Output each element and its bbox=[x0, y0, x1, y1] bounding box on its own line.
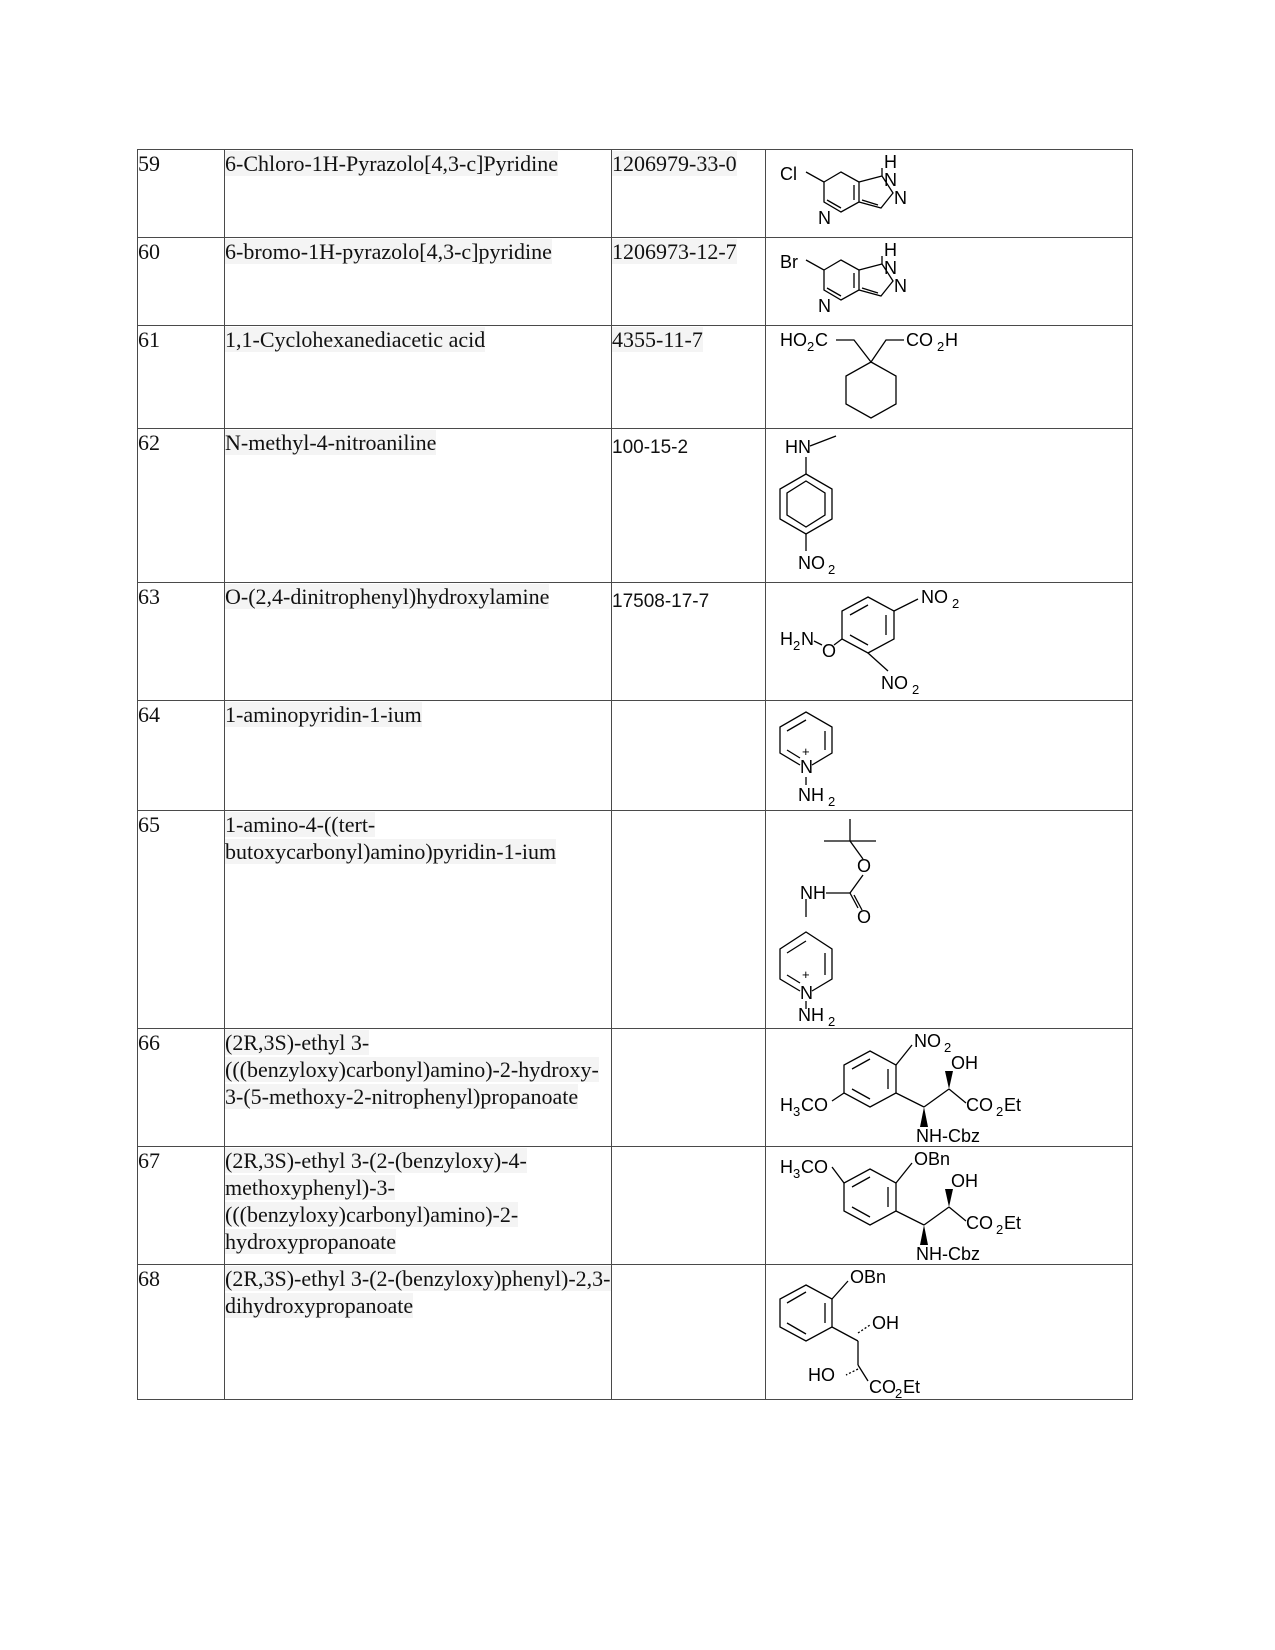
svg-text:CO: CO bbox=[869, 1377, 896, 1397]
structure-cell bbox=[766, 326, 1133, 429]
svg-text:3: 3 bbox=[793, 1166, 801, 1181]
svg-text:2: 2 bbox=[828, 562, 836, 577]
table-row bbox=[138, 701, 1133, 811]
svg-text:Et: Et bbox=[903, 1377, 921, 1397]
svg-text:2: 2 bbox=[944, 1040, 952, 1055]
svg-text:2: 2 bbox=[828, 794, 836, 809]
svg-text:O: O bbox=[857, 856, 872, 876]
compound-name: 6-Chloro-1H-Pyrazolo[4,3-c]Pyridine bbox=[225, 150, 612, 238]
svg-text:H: H bbox=[884, 240, 897, 260]
svg-text:CO: CO bbox=[801, 1157, 828, 1177]
row-number: 62 bbox=[138, 429, 225, 583]
svg-text:CO: CO bbox=[906, 330, 933, 350]
structure-62 bbox=[766, 429, 1133, 583]
svg-text:2: 2 bbox=[828, 1014, 836, 1029]
row-number: 59 bbox=[138, 150, 225, 238]
structure-cell bbox=[766, 150, 1133, 238]
cas-number: 1206973-12-7 bbox=[612, 238, 766, 326]
structure-66 bbox=[766, 1029, 1133, 1147]
row-number: 67 bbox=[138, 1147, 225, 1265]
structure-cell bbox=[766, 238, 1133, 326]
structure-67 bbox=[766, 1147, 1133, 1265]
compound-name: 1-aminopyridin-1-ium bbox=[225, 701, 612, 811]
svg-text:N: N bbox=[818, 208, 831, 228]
svg-text:NH: NH bbox=[800, 883, 826, 903]
svg-text:NH-Cbz: NH-Cbz bbox=[916, 1244, 981, 1264]
svg-text:CO: CO bbox=[801, 1095, 828, 1115]
compound-name: (2R,3S)-ethyl 3-(2-(benzyloxy)phenyl)-2,3-dihydroxypropanoate bbox=[225, 1265, 612, 1400]
row-number: 60 bbox=[138, 238, 225, 326]
cas-number bbox=[612, 1147, 766, 1265]
structure-cell bbox=[766, 701, 1133, 811]
table-row bbox=[138, 1147, 1133, 1265]
structure-61 bbox=[766, 326, 1133, 429]
svg-text:N: N bbox=[894, 276, 907, 296]
cas-number: 1206979-33-0 bbox=[612, 150, 766, 238]
svg-text:HN: HN bbox=[785, 437, 811, 457]
svg-text:NH-Cbz: NH-Cbz bbox=[916, 1126, 981, 1146]
structure-cell bbox=[766, 1265, 1133, 1400]
svg-text:2: 2 bbox=[793, 638, 801, 653]
svg-text:2: 2 bbox=[895, 1386, 903, 1401]
svg-text:NH: NH bbox=[798, 785, 824, 805]
svg-text:OBn: OBn bbox=[850, 1267, 887, 1287]
structure-cell bbox=[766, 429, 1133, 583]
svg-text:HO: HO bbox=[808, 1365, 835, 1385]
svg-text:Br: Br bbox=[780, 252, 798, 272]
compound-name: 6-bromo-1H-pyrazolo[4,3-c]pyridine bbox=[225, 238, 612, 326]
structure-cell bbox=[766, 583, 1133, 701]
svg-text:Cl: Cl bbox=[780, 164, 797, 184]
row-number: 64 bbox=[138, 701, 225, 811]
svg-text:+: + bbox=[802, 967, 810, 982]
table-row bbox=[138, 238, 1133, 326]
row-number: 68 bbox=[138, 1265, 225, 1400]
svg-text:N: N bbox=[884, 258, 897, 278]
row-number: 63 bbox=[138, 583, 225, 701]
svg-text:N: N bbox=[800, 757, 813, 777]
svg-text:2: 2 bbox=[996, 1104, 1004, 1119]
svg-text:2: 2 bbox=[807, 339, 815, 354]
row-number: 66 bbox=[138, 1029, 225, 1147]
svg-text:OH: OH bbox=[951, 1171, 978, 1191]
structure-59 bbox=[766, 150, 1133, 238]
compound-table bbox=[137, 149, 1133, 1400]
table-row bbox=[138, 1265, 1133, 1400]
structure-64 bbox=[766, 701, 1133, 811]
structure-68 bbox=[766, 1265, 1133, 1400]
cas-number bbox=[612, 701, 766, 811]
svg-text:+: + bbox=[802, 744, 810, 759]
svg-text:2: 2 bbox=[912, 682, 920, 697]
cas-number: 4355-11-7 bbox=[612, 326, 766, 429]
structure-cell bbox=[766, 1147, 1133, 1265]
svg-text:H: H bbox=[780, 629, 793, 649]
svg-text:2: 2 bbox=[996, 1222, 1004, 1237]
row-number: 65 bbox=[138, 811, 225, 1029]
svg-text:CO: CO bbox=[966, 1213, 993, 1233]
table-row bbox=[138, 1029, 1133, 1147]
svg-text:H: H bbox=[884, 152, 897, 172]
structure-cell bbox=[766, 1029, 1133, 1147]
svg-text:N: N bbox=[884, 170, 897, 190]
svg-text:NO: NO bbox=[914, 1031, 941, 1051]
svg-text:NH: NH bbox=[798, 1005, 824, 1025]
cas-number: 17508-17-7 bbox=[612, 583, 766, 701]
svg-text:O: O bbox=[822, 641, 837, 661]
svg-text:O: O bbox=[857, 907, 872, 927]
cas-number bbox=[612, 1029, 766, 1147]
svg-text:2: 2 bbox=[952, 596, 960, 611]
structure-65 bbox=[766, 811, 1133, 1029]
svg-text:Et: Et bbox=[1004, 1213, 1022, 1233]
cas-number bbox=[612, 811, 766, 1029]
svg-text:HO: HO bbox=[780, 330, 807, 350]
structure-cell bbox=[766, 811, 1133, 1029]
svg-text:OBn: OBn bbox=[914, 1149, 951, 1169]
compound-name: (2R,3S)-ethyl 3-(((benzyloxy)carbonyl)amino)-2-hydroxy-3-(5-methoxy-2-nitrophenyl)propanoate bbox=[225, 1029, 612, 1147]
table-row bbox=[138, 326, 1133, 429]
svg-text:CO: CO bbox=[966, 1095, 993, 1115]
table-row bbox=[138, 150, 1133, 238]
svg-text:N: N bbox=[801, 629, 814, 649]
compound-name: (2R,3S)-ethyl 3-(2-(benzyloxy)-4-methoxyphenyl)-3-(((benzyloxy)carbonyl)amino)-2-hydroxypropanoate bbox=[225, 1147, 612, 1265]
table-row bbox=[138, 583, 1133, 701]
svg-text:Et: Et bbox=[1004, 1095, 1022, 1115]
svg-text:OH: OH bbox=[872, 1313, 899, 1333]
compound-name: N-methyl-4-nitroaniline bbox=[225, 429, 612, 583]
compound-name: 1,1-Cyclohexanediacetic acid bbox=[225, 326, 612, 429]
svg-text:H: H bbox=[945, 330, 958, 350]
cas-number: 100-15-2 bbox=[612, 429, 766, 583]
compound-name: 1-amino-4-((tert-butoxycarbonyl)amino)pyridin-1-ium bbox=[225, 811, 612, 1029]
compound-name: O-(2,4-dinitrophenyl)hydroxylamine bbox=[225, 583, 612, 701]
structure-63 bbox=[766, 583, 1133, 701]
svg-text:OH: OH bbox=[951, 1053, 978, 1073]
svg-text:NO: NO bbox=[881, 673, 908, 693]
svg-text:H: H bbox=[780, 1157, 793, 1177]
svg-text:H: H bbox=[780, 1095, 793, 1115]
svg-text:2: 2 bbox=[937, 339, 945, 354]
svg-text:C: C bbox=[815, 330, 828, 350]
svg-text:3: 3 bbox=[793, 1104, 801, 1119]
table-row bbox=[138, 811, 1133, 1029]
table-row bbox=[138, 429, 1133, 583]
structure-60 bbox=[766, 238, 1133, 326]
svg-text:N: N bbox=[800, 983, 813, 1003]
svg-text:NO: NO bbox=[921, 587, 948, 607]
svg-text:NO: NO bbox=[798, 553, 825, 573]
svg-text:N: N bbox=[818, 296, 831, 316]
svg-text:N: N bbox=[894, 188, 907, 208]
cas-number bbox=[612, 1265, 766, 1400]
row-number: 61 bbox=[138, 326, 225, 429]
